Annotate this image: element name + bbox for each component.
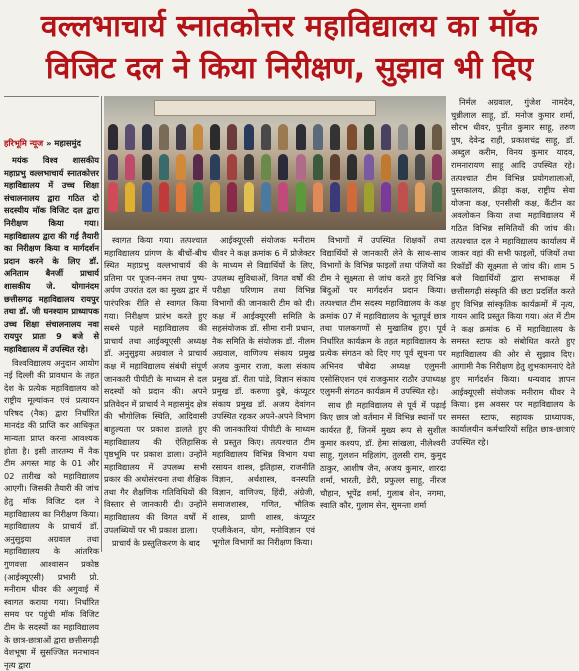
headline-line-2: विजिट दल ने किया निरीक्षण, सुझाव भी दिए [4, 48, 575, 90]
column-2-para: प्राचार्य के प्रस्तुतिकरण के बाद [104, 537, 207, 550]
photo-banner [154, 100, 376, 116]
byline-brand: हरिभूमि न्यूज [4, 138, 43, 148]
top-rule [4, 96, 99, 97]
photo-front-row [108, 182, 442, 212]
column-5 [451, 96, 575, 552]
column-3 [212, 234, 315, 552]
column-4 [320, 234, 446, 552]
column-3-para: आईक्यूएसी संयोजक मनीराम धीवर ने कक्ष क्रमांक 6 में प्रोजेक्टर के माध्यम से विद्यार्थियों के लिए, उपलब्ध सुविधाओं, विगत वर्षों की परीक्षा परिणाम तथा विभिन्न विभागों की जानकारी टीम को दी। कक्ष में आईक्यूएसी समिति के सहसंयोजक डॉ. सीमा रानी प्रधान, नैक समिति के संयोजक डॉ. नीलम अग्रवाल, वाणिज्य संकाय प्रमुख अजय कुमार राजा, कला संकाय प्रमुख डॉ. रीता पांडे, विज्ञान संकाय प्रमुख डॉ. करुणा दुबे, कंप्यूटर संकाय प्रमुख डॉ. अजय देवांगन उपस्थित रहकर अपने-अपने विभाग की जानकारियां पीपीटी के माध्यम से प्रस्तुत किए। तत्पश्चात टीम महाविद्यालय विभिन्न विभाग यथा रसायन शास्त्र, इतिहास, राजनीति विज्ञान, अर्थशास्त्र, वनस्पति विज्ञान, वाणिज्य, हिंदी, अंग्रेजी, समाजशास्त्र, गणित, भौतिक शास्त्र, प्राणी शास्त्र, कंप्यूटर एप्लीकेशन, योग, मनोविज्ञान एवं भूगोल विभागों का निरीक्षण किया। [212, 234, 315, 549]
column-1-para: मयंक विश्व शासकीय महाप्रभु वल्लभाचार्य स्नातकोत्तर महाविद्यालय में उच्च शिक्षा संचालनालय द्वारा गठित दो सदस्यीय मॉक विजिट दल द्वारा निरीक्षण किया गया। महाविद्यालय द्वारा की गई तैयारी का निरीक्षण किया व मार्गदर्शन प्रदान करने के लिए डॉ. अनिताम बैनर्जी प्राचार्य शासकीय जे. योगानंदम छत्तीसगढ़ महाविद्यालय रायपुर तथा डॉ. जी घनश्याम प्राध्यापक उच्च शिक्षा संचालनालय नवा रायपुर प्रातः 9 बजे से महाविद्यालय में उपस्थित रहे। [4, 154, 99, 356]
column-2-para: स्वागत किया गया। तत्पश्चात महाविद्यालय प्रांगण के बीचों-बीच स्थित महाप्रभु वल्लभाचार्य की प्रतिमा पर पूजन-नमन तथा पुष्प-अर्पण उपरांत दल का मुख्य द्वार में पारंपरिक रीति से स्वागत किया गया। निरीक्षण प्रारंभ करते हुए सबसे पहले महाविद्यालय की प्राचार्य तथा आईक्यूएसी अध्यक्ष डॉ. अनुसुइया अग्रवाल ने प्राचार्य कक्ष में महाविद्यालय संबंधी संपूर्ण जानकारी पीपीटी के माध्यम से दल सदस्यों को प्रदान की। अपने प्रतिवेदन में प्राचार्य ने महासमुंद क्षेत्र की भौगोलिक स्थिति, आदिवासी बाहुल्यता पर प्रकाश डालते हुए महाविद्यालय की ऐतिहासिक पृष्ठभूमि पर प्रकाश डाला। उन्होंने महाविद्यालय में उपलब्ध सभी प्रकार की अधोसंरचना तथा शैक्षिक तथा गैर शैक्षणिक गतिविधियों की विस्तार से जानकारी दी। उन्होंने महाविद्यालय की विगत वर्षों में उपलब्धियों पर भी प्रकाश डाला। [104, 234, 207, 536]
byline-separator: » [46, 138, 51, 148]
column-4-para: साथ ही महाविद्यालय से पूर्व में पढ़ाई किए छात्र जो वर्तमान में विभिन्न स्थानों पर कार्यरत हैं, जिनमें मुख्य रूप से सुशील कुमार कश्यप, डॉ. हेमा सांखला, नीलेश्वरी साहू, गुलशन महिलांग, तुलसी राम, कुमुद ठाकुर, आशीष जैन, अजय कुमार, शारदा शर्मा, भारती, डेरी, प्रफुल्ल साहू, नीरज चौहान, भूपेंद्र शर्मा, गुलाब शेन, नगमा, स्वाति कौर, गुलाम सेन, सुमन्ता शर्मा [320, 399, 446, 512]
column-divider [101, 96, 102, 552]
photo-middle-row [108, 150, 442, 180]
group-photo [104, 96, 446, 230]
headline [4, 6, 575, 94]
column-5-para: निर्मल अग्रवाल, गुंजेश नामदेव, चुन्नीलाल साहू, डॉ. मनोज कुमार शर्मा, सौरभ धीवर, पुनीत कुमार साहू, तरुण पुष, देवेन्द्र राही, प्रकाशचंद्र साहू, डॉ. अब्दुल करीम, विनय कुमार यादव, रामनारायण साहू आदि उपस्थित रहे। तत्पश्चात टीम विभिन्न प्रयोगशालाओं, पुस्तकालय, क्रीड़ा कक्ष, राष्ट्रीय सेवा योजना कक्ष, एनसीसी कक्ष, कैंटीन का अवलोकन किया तथा महाविद्यालय में गठित विभिन्न समितियों की जांच की। तत्पश्चात दल ने महाविद्यालय कार्यालय में जाकर वहां की सभी फाइलों, पंजियों तथा रिकॉर्डों की सूक्ष्मता से जांच की। शाम 5 बजे विद्यार्थियों द्वारा सभाकक्ष में छत्तीसगढ़ी संस्कृति की छटा प्रदर्शित करते हुए विभिन्न सांस्कृतिक कार्यक्रमों में नृत्य, गायन आदि प्रस्तुत किया गया। अंत में टीम ने कक्ष क्रमांक 6 में महाविद्यालय के समस्त स्टाफ को संबोधित करते हुए महाविद्यालय की ओर से सुझाव दिए। आगामी नैक निरीक्षण हेतु शुभकामनाएं देते हुए मार्गदर्शन किया। धन्यवाद ज्ञापन आईक्यूएसी संयोजक मनीराम धीवर ने किया। इस अवसर पर महाविद्यालय के समस्त स्टाफ, सहायक प्राध्यापक, कार्यालयीन कर्मचारियों सहित छात्र-छात्राएं उपस्थित रहे। [451, 96, 575, 449]
headline-line-1: वल्लभाचार्य स्नातकोत्तर महाविद्यालय का मॉक [4, 6, 575, 48]
column-1 [4, 154, 99, 552]
photo-back-row [108, 120, 442, 150]
column-4-para: विभागों में उपस्थित शिक्षकों तथा विद्यार्थियों से जानकारी लेने के साथ-साथ विभागों के विभिन्न फाइलों तथा पंजियों का टीम ने सूक्ष्मता से जांच करते हुए विभिन्न बिंदुओं पर मार्गदर्शन प्रदान किया। तत्पश्चात टीम सदस्य महाविद्यालय के कक्ष क्रमांक 07 में महाविद्यालय के भूतपूर्व छात्र तथा पालकगणों से मुखातिब हुए। पूर्व निर्धारित कार्यक्रम के तहत महाविद्यालय के प्रत्येक संगठन को दिए गए पूर्व सूचना पर अभिनव चौबेदा अध्यक्ष एलुमनी एसोसिएशन एवं राजकुमार राठौर उपाध्यक्ष एलुमनी संगठन कार्यक्रम में उपस्थित रहे। [320, 234, 446, 398]
column-1-para: विश्वविद्यालय अनुदान आयोग नई दिल्ली की प्रावधान के तहत देश के प्रत्येक महाविद्यालय को राष्ट्रीय मूल्यांकन एवं प्रत्यायन परिषद (नैक) द्वारा निर्धारित मानदंड की प्राप्ति कर आधिकृत मान्यता प्राप्त करना आवश्यक होता है। इसी तारतम्य में नैक टीम अगस्त माह के 01 और 02 तारीख को महाविद्यालय आएगी। जिसकी तैयारी की जांच हेतु मॉक विजिट दल ने महाविद्यालय का निरीक्षण किया। महाविद्यालय के प्राचार्य डॉ. अनुसुइया अग्रवाल तथा महाविद्यालय के आंतरिक गुणवत्ता आश्वासन प्रकोष्ठ (आईक्यूएसी) प्रभारी प्रो. मनीराम धीवर की अगुवाई में स्वागत कराया गया। निर्धारित समय पर पहुंची मॉक विजिट टीम के सदस्यों का महाविद्यालय के छात्र-छात्राओं द्वारा छत्तीसगढ़ी वेशभूषा में सुसज्जित मनभावन नृत्य द्वारा [4, 357, 99, 671]
byline-place: महासमुंद [54, 138, 81, 148]
byline [4, 138, 99, 152]
column-2 [104, 234, 207, 552]
